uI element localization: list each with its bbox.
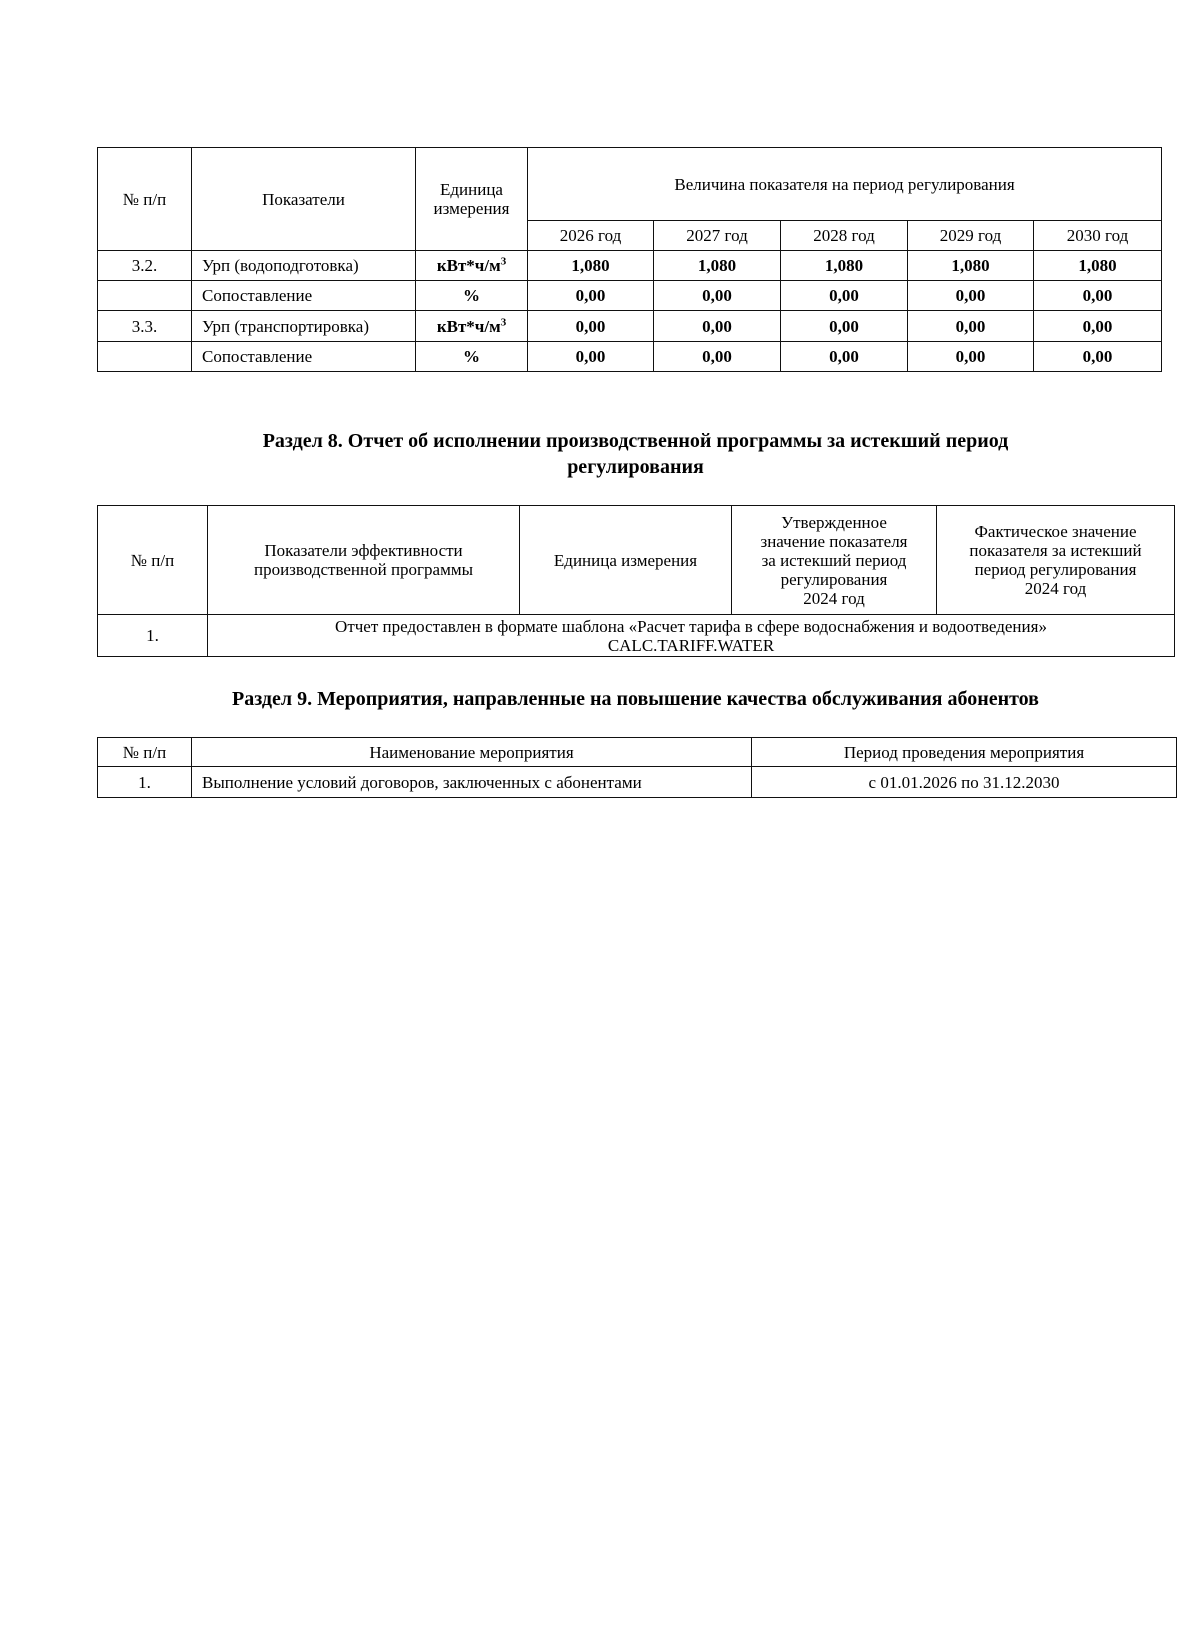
row-num: 3.3. [98, 311, 192, 342]
row-unit: % [416, 342, 528, 372]
row-num: 3.2. [98, 251, 192, 281]
row-value: 1,080 [1034, 251, 1162, 281]
section-8-title-line2: регулирования [567, 456, 704, 478]
row-num: 1. [98, 767, 192, 798]
row-num: 1. [98, 615, 208, 657]
header-num: № п/п [98, 506, 208, 615]
row-value: 0,00 [1034, 342, 1162, 372]
row-name: Выполнение условий договоров, заключенных с абонентами [192, 767, 752, 798]
row-value: 0,00 [1034, 311, 1162, 342]
row-value: 0,00 [1034, 281, 1162, 311]
header-name: Наименование мероприятия [192, 738, 752, 767]
section-8-title [97, 428, 1174, 480]
row-value: 0,00 [528, 281, 654, 311]
row-value: 0,00 [654, 342, 781, 372]
row-num [98, 342, 192, 372]
header-indicator: Показатели [192, 148, 416, 251]
row-name: Сопоставление [192, 342, 416, 372]
table-row [98, 281, 1162, 311]
header-indicator: Показатели эффективности производственной программы [208, 506, 520, 615]
row-value: 0,00 [781, 281, 908, 311]
header-unit: Единица измерения [520, 506, 732, 615]
row-value: 1,080 [528, 251, 654, 281]
header-num: № п/п [98, 738, 192, 767]
header-approved: Утвержденное значение показателя за истекший период регулирования 2024 год [732, 506, 937, 615]
row-value: 0,00 [654, 311, 781, 342]
header-period: Период проведения мероприятия [752, 738, 1177, 767]
header-year: 2030 год [1034, 221, 1162, 251]
row-value: 1,080 [908, 251, 1034, 281]
table-row [98, 311, 1162, 342]
row-value: 0,00 [654, 281, 781, 311]
row-value: 1,080 [654, 251, 781, 281]
row-value: 1,080 [781, 251, 908, 281]
row-value: 0,00 [908, 342, 1034, 372]
header-year: 2028 год [781, 221, 908, 251]
section-9-title: Раздел 9. Мероприятия, направленные на повышение качества обслуживания абонентов [232, 688, 1039, 710]
row-unit: $кВт*ч/м^3$ [416, 311, 528, 342]
row-unit: % [416, 281, 528, 311]
row-text: Отчет предоставлен в формате шаблона «Расчет тарифа в сфере водоснабжения и водоотведения» CALC.TARIFF.WATER [208, 615, 1175, 657]
header-value-group: Величина показателя на период регулирования [528, 148, 1162, 221]
header-unit: Единица измерения [416, 148, 528, 251]
row-unit: $кВт*ч/м^3$ [416, 251, 528, 281]
row-value: 0,00 [528, 311, 654, 342]
header-year: 2027 год [654, 221, 781, 251]
table-row [98, 251, 1162, 281]
row-name: Урп (водоподготовка) [192, 251, 416, 281]
row-value: 0,00 [908, 311, 1034, 342]
report-table [97, 505, 1175, 657]
row-num [98, 281, 192, 311]
row-value: 0,00 [781, 342, 908, 372]
table-row [98, 615, 1175, 657]
header-actual: Фактическое значение показателя за истекший период регулирования 2024 год [937, 506, 1175, 615]
measures-table [97, 737, 1177, 798]
header-year: 2026 год [528, 221, 654, 251]
row-value: 0,00 [528, 342, 654, 372]
row-value: 0,00 [781, 311, 908, 342]
row-value: 0,00 [908, 281, 1034, 311]
table-row [98, 342, 1162, 372]
section-8-title-line1: Раздел 8. Отчет об исполнении производственной программы за истекший период [262, 430, 1009, 452]
indicators-table [97, 147, 1162, 372]
header-num: № п/п [98, 148, 192, 251]
row-name: Урп (транспортировка) [192, 311, 416, 342]
table-row [98, 767, 1177, 798]
row-period: с 01.01.2026 по 31.12.2030 [752, 767, 1177, 798]
header-year: 2029 год [908, 221, 1034, 251]
row-name: Сопоставление [192, 281, 416, 311]
